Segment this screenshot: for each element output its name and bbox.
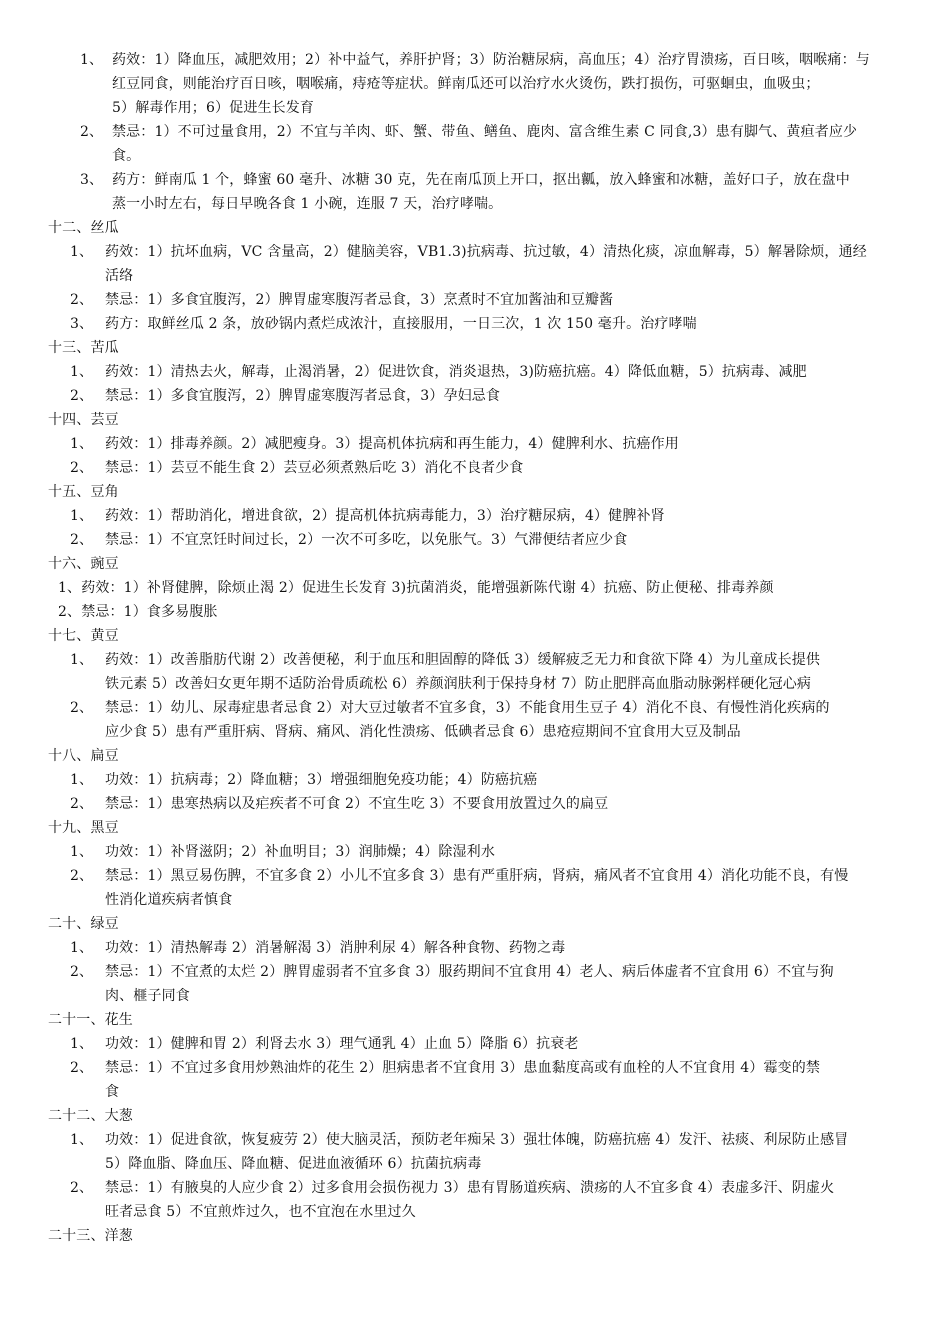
section-heading: 十九、黑豆 [48, 820, 119, 836]
item-text: 药效：1）帮助消化，增进食欲，2）提高机体抗病毒能力，3）治疗糖尿病，4）健脾补肾 [105, 508, 665, 524]
list-item-line [0, 1200, 950, 1224]
item-text: 药方：取鲜丝瓜 2 条，放砂锅内煮烂成浓汁，直接服用，一日三次，1 次 150 毫升。治疗哮喘 [105, 316, 697, 332]
list-item-line [0, 984, 950, 1008]
section-block [0, 408, 950, 480]
item-number: 3、 [80, 172, 104, 188]
item-number: 2、 [70, 460, 94, 476]
item-text: 禁忌：1）不宜煮的太烂 2）脾胃虚弱者不宜多食 3）服药期间不宜食用 4）老人、病后体虚者不宜食用 6）不宜与狗 [105, 964, 834, 980]
item-text: 药效：1）抗坏血病，VC 含量高，2）健脑美容，VB1.3)抗病毒、抗过敏，4）清热化痰，凉血解毒，5）解暑除烦，通经 [105, 244, 867, 260]
list-item-line [0, 768, 950, 792]
item-number: 1、 [70, 844, 94, 860]
item-text: 5）解毒作用；6）促进生长发育 [112, 100, 315, 116]
item-text: 功效：1）抗病毒；2）降血糖；3）增强细胞免疫功能；4）防癌抗癌 [105, 772, 538, 788]
item-text: 肉、榧子同食 [105, 988, 190, 1004]
list-item-line [0, 240, 950, 264]
item-text: 性消化道疾病者慎食 [105, 892, 233, 908]
item-text: 功效：1）清热解毒 2）消暑解渴 3）消肿利尿 4）解各种食物、药物之毒 [105, 940, 566, 956]
list-item-line [0, 120, 950, 144]
list-item-line [0, 456, 950, 480]
item-number: 2、 [70, 700, 94, 716]
item-text: 旺者忌食 5）不宜煎炸过久，也不宜泡在水里过久 [105, 1204, 416, 1220]
item-number: 2、 [70, 388, 94, 404]
list-item-line [0, 72, 950, 96]
section-heading: 十五、豆角 [48, 484, 119, 500]
item-text: 药效：1）改善脂肪代谢 2）改善便秘，利于血压和胆固醇的降低 3）缓解疲乏无力和食欲下降 4）为儿童成长提供 [105, 652, 821, 668]
item-text: 食 [105, 1084, 120, 1100]
item-text: 药方：鲜南瓜 1 个，蜂蜜 60 毫升、冰糖 30 克，先在南瓜顶上开口，抠出瓤，放入蜂蜜和冰糖，盖好口子，放在盘中 [112, 172, 850, 188]
section-block [0, 336, 950, 408]
item-text: 红豆同食，则能治疗百日咳，咽喉痛，痔疮等症状。鲜南瓜还可以治疗水火烫伤，跌打损伤，可驱蛔虫，血吸虫； [112, 76, 820, 92]
section-block [0, 1224, 950, 1248]
item-number: 1、 [70, 244, 94, 260]
item-text: 禁忌：1）多食宜腹泻，2）脾胃虚寒腹泻者忌食，3）孕妇忌食 [105, 388, 501, 404]
list-item-line [0, 720, 950, 744]
item-text: 禁忌：1）不可过量食用，2）不宜与羊肉、虾、蟹、带鱼、鳝鱼、鹿肉、富含维生素 C 同食,3）患有脚气、黄疸者应少 [112, 124, 858, 140]
list-item-line [0, 1056, 950, 1080]
item-number: 2、 [80, 124, 104, 140]
item-text: 功效：1）健脾和胃 2）利肾去水 3）理气通乳 4）止血 5）降脂 6）抗衰老 [105, 1036, 579, 1052]
item-number: 2、 [70, 868, 94, 884]
item-text: 蒸一小时左右，每日早晚各食 1 小碗，连服 7 天，治疗哮喘。 [112, 196, 503, 212]
item-number: 2、 [70, 532, 94, 548]
item-number: 2、 [70, 1180, 94, 1196]
list-item-line [0, 1152, 950, 1176]
item-text: 禁忌：1）不宜过多食用炒熟油炸的花生 2）胆病患者不宜食用 3）患血黏度高或有血栓的人不宜食用 4）霉变的禁 [105, 1060, 821, 1076]
section-heading: 二十三、洋葱 [48, 1228, 133, 1244]
item-text: 禁忌：1）不宜烹饪时间过长，2）一次不可多吃，以免胀气。3）气滞便结者应少食 [105, 532, 628, 548]
list-item-line [0, 528, 950, 552]
list-item-line [0, 504, 950, 528]
item-number: 1、 [70, 940, 94, 956]
list-item-line [0, 432, 950, 456]
list-item-line [0, 864, 950, 888]
list-item-line [0, 360, 950, 384]
list-item-line [0, 696, 950, 720]
section-block [0, 912, 950, 1008]
list-item-line [0, 264, 950, 288]
item-number: 2、 [70, 292, 94, 308]
item-number: 3、 [70, 316, 94, 332]
item-number: 2、 [70, 964, 94, 980]
section-heading: 十八、扁豆 [48, 748, 119, 764]
item-number: 1、 [70, 772, 94, 788]
section-block [0, 624, 950, 744]
section-heading: 二十二、大葱 [48, 1108, 133, 1124]
section-heading: 十三、苦瓜 [48, 340, 119, 356]
section-block [0, 48, 950, 216]
section-block [0, 480, 950, 552]
section-block [0, 1104, 950, 1224]
list-item-line [0, 312, 950, 336]
list-item-line [0, 1128, 950, 1152]
list-item-line [0, 792, 950, 816]
section-heading: 二十、绿豆 [48, 916, 119, 932]
item-number: 1、 [70, 1036, 94, 1052]
section-block [0, 216, 950, 336]
list-item-line [0, 48, 950, 72]
item-number: 1、 [80, 52, 104, 68]
item-text: 禁忌：1）黑豆易伤脾，不宜多食 2）小儿不宜多食 3）患有严重肝病，肾病，痛风者不宜食用 4）消化功能不良，有慢 [105, 868, 849, 884]
item-text: 药效：1）排毒养颜。2）减肥瘦身。3）提高机体抗病和再生能力，4）健脾利水、抗癌作用 [105, 436, 679, 452]
list-item-line [0, 936, 950, 960]
section-heading: 十七、黄豆 [48, 628, 119, 644]
section-block [0, 1008, 950, 1104]
section-heading: 十四、芸豆 [48, 412, 119, 428]
item-number: 1、 [70, 1132, 94, 1148]
item-text: 铁元素 5）改善妇女更年期不适防治骨质疏松 6）养颜润肤利于保持身材 7）防止肥胖高血脂动脉粥样硬化冠心病 [105, 676, 812, 692]
item-text: 5）降血脂、降血压、降血糖、促进血液循环 6）抗菌抗病毒 [105, 1156, 482, 1172]
section-heading: 二十一、花生 [48, 1012, 133, 1028]
list-item-line [0, 168, 950, 192]
item-number: 1、 [70, 508, 94, 524]
item-text: 禁忌：1）幼儿、尿毒症患者忌食 2）对大豆过敏者不宜多食，3）不能食用生豆子 4）消化不良、有慢性消化疾病的 [105, 700, 830, 716]
item-text: 活络 [105, 268, 134, 284]
list-item-line [0, 1080, 950, 1104]
list-item-line [0, 840, 950, 864]
item-text: 禁忌：1）多食宜腹泻，2）脾胃虚寒腹泻者忌食，3）烹煮时不宜加酱油和豆瓣酱 [105, 292, 614, 308]
item-text: 禁忌：1）有腋臭的人应少食 2）过多食用会损伤视力 3）患有胃肠道疾病、溃疡的人不宜多食 4）表虚多汗、阴虚火 [105, 1180, 835, 1196]
list-item-line [0, 672, 950, 696]
item-number: 2、 [70, 1060, 94, 1076]
item-text: 功效：1）补肾滋阴；2）补血明目；3）润肺燥；4）除湿利水 [105, 844, 495, 860]
item-text: 应少食 5）患有严重肝病、肾病、痛风、消化性溃疡、低碘者忌食 6）患疮痘期间不宜食用大豆及制品 [105, 724, 741, 740]
list-item-line [0, 648, 950, 672]
item-text: 功效：1）促进食欲，恢复疲劳 2）使大脑灵活，预防老年痴呆 3）强壮体魄，防癌抗癌 4）发汗、祛痰、利尿防止感冒 [105, 1132, 849, 1148]
item-number: 1、 [70, 436, 94, 452]
section-block [0, 744, 950, 816]
list-item-line [0, 288, 950, 312]
list-item-line: 1、药效：1）补肾健脾，除烦止渴 2）促进生长发育 3)抗菌消炎，能增强新陈代谢 4）抗癌、防止便秘、排毒养颜 [58, 580, 774, 596]
item-text: 药效：1）降血压，减肥效用；2）补中益气，养肝护肾；3）防治糖尿病，高血压；4）治疗胃溃疡，百日咳，咽喉痛：与 [112, 52, 870, 68]
list-item-line [0, 384, 950, 408]
list-item-line [0, 1032, 950, 1056]
list-item-line [0, 1176, 950, 1200]
list-item-line [0, 192, 950, 216]
section-block [0, 816, 950, 912]
list-item-line [0, 96, 950, 120]
item-number: 1、 [70, 364, 94, 380]
list-item-line [0, 888, 950, 912]
item-text: 药效：1）清热去火，解毒，止渴消暑，2）促进饮食，消炎退热，3)防癌抗癌。4）降低血糖，5）抗病毒、减肥 [105, 364, 807, 380]
section-heading: 十六、豌豆 [48, 556, 119, 572]
item-text: 禁忌：1）患寒热病以及疟疾者不可食 2）不宜生吃 3）不要食用放置过久的扁豆 [105, 796, 609, 812]
section-heading: 十二、丝瓜 [48, 220, 119, 236]
item-number: 1、 [70, 652, 94, 668]
section-block [0, 552, 950, 624]
list-item-line: 2、禁忌：1）食多易腹胀 [58, 604, 218, 620]
item-number: 2、 [70, 796, 94, 812]
list-item-line [0, 960, 950, 984]
list-item-line [0, 144, 950, 168]
item-text: 食。 [112, 148, 141, 164]
item-text: 禁忌：1）芸豆不能生食 2）芸豆必须煮熟后吃 3）消化不良者少食 [105, 460, 524, 476]
